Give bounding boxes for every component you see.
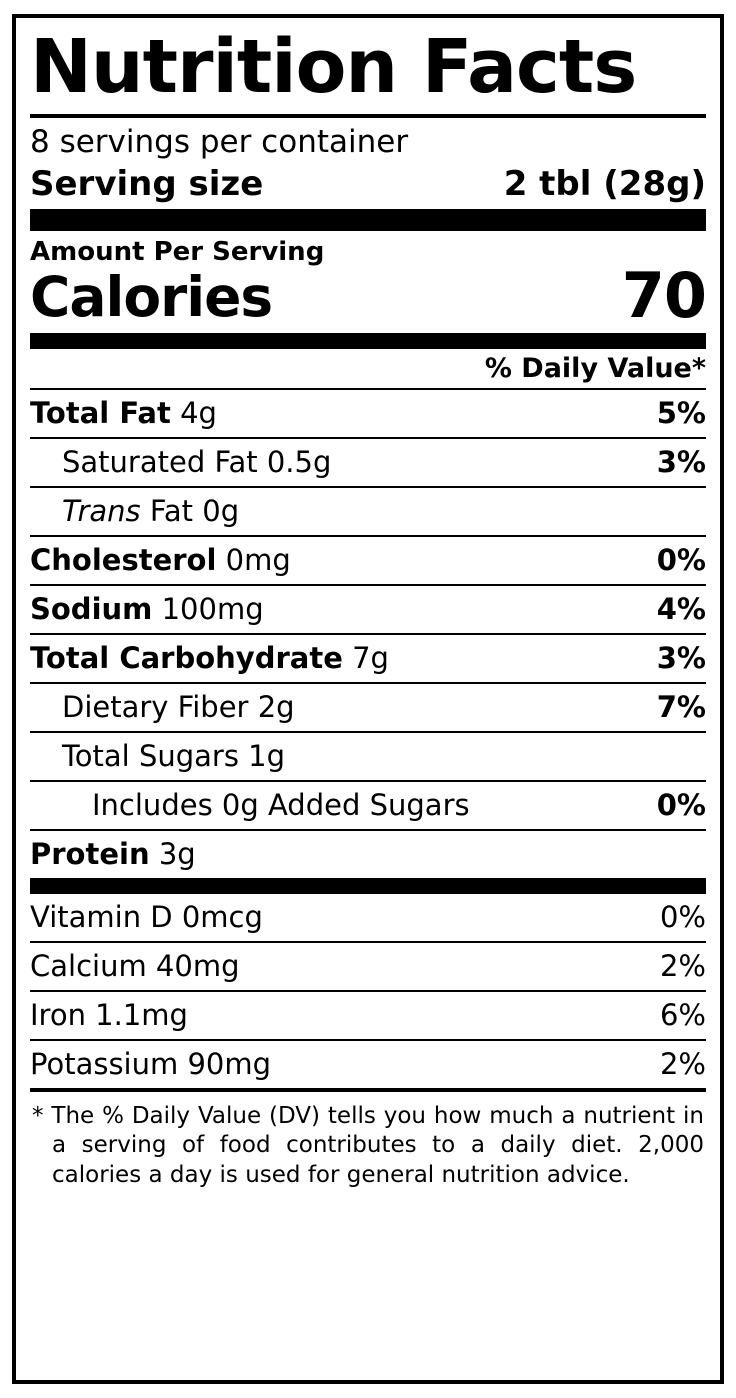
calories-value: 70: [621, 259, 706, 332]
vitamin-row-vitamin-d: [30, 894, 706, 941]
nutrient-row-sodium: [30, 586, 706, 633]
nutrient-row-added-sugars: [30, 782, 706, 829]
vitamin-dv: 0%: [659, 900, 706, 934]
nutrient-label: Saturated Fat 0.5g: [62, 445, 332, 479]
footnote-text: * The % Daily Value (DV) tells you how much a nutrient in a serving of food contributes to a daily diet. 2,000 calories a day is used for general nutrition advice.: [32, 1103, 704, 1188]
serving-size-row: [30, 165, 706, 209]
nutrient-row-dietary-fiber: [30, 684, 706, 731]
vitamin-row-potassium: [30, 1041, 706, 1088]
divider-thick-under-calories: [30, 333, 706, 349]
vitamin-dv: 2%: [659, 1047, 706, 1081]
amount-per-serving-label: Amount Per Serving: [30, 237, 325, 267]
vitamin-row-calcium: [30, 943, 706, 990]
nutrient-dv: 7%: [656, 690, 706, 724]
nutrient-dv: 4%: [656, 592, 706, 626]
divider-thick-under-protein: [30, 878, 706, 894]
nutrient-row-protein: [30, 831, 706, 878]
page-title: Nutrition Facts: [30, 24, 637, 110]
nutrient-label: Cholesterol 0mg: [30, 543, 291, 577]
vitamin-label: Potassium 90mg: [30, 1047, 272, 1081]
divider-thick-top: [30, 209, 706, 231]
nutrient-label: Sodium 100mg: [30, 592, 264, 626]
calories-label: Calories: [30, 265, 273, 330]
nutrient-row-cholesterol: [30, 537, 706, 584]
nutrient-row-total-sugars: [30, 733, 706, 780]
nutrient-label: Includes 0g Added Sugars: [92, 788, 470, 822]
vitamin-row-iron: [30, 992, 706, 1039]
nutrient-row-trans-fat: [30, 488, 706, 535]
nutrient-dv: 3%: [656, 445, 706, 479]
nutrient-label: Total Fat 4g: [30, 396, 217, 430]
serving-size-label: Serving size: [30, 164, 264, 204]
nutrient-row-total-fat: [30, 390, 706, 437]
nutrition-facts-label: [12, 14, 724, 1384]
vitamin-label: Vitamin D 0mcg: [30, 900, 263, 934]
nutrient-label: Total Sugars 1g: [62, 739, 286, 773]
nutrient-row-saturated-fat: [30, 439, 706, 486]
nutrient-dv: 0%: [656, 788, 706, 822]
daily-value-header: % Daily Value*: [484, 353, 706, 384]
nutrient-dv: 5%: [656, 396, 706, 430]
vitamin-dv: 6%: [659, 998, 706, 1032]
footnote: [30, 1092, 706, 1190]
nutrient-label: Trans Fat 0g: [62, 494, 240, 528]
nutrient-dv: 3%: [656, 641, 706, 675]
nutrient-label: Dietary Fiber 2g: [62, 690, 295, 724]
nutrient-label: Total Carbohydrate 7g: [30, 641, 389, 675]
vitamin-label: Calcium 40mg: [30, 949, 240, 983]
servings-per-container: 8 servings per container: [30, 124, 409, 160]
nutrient-label: Protein 3g: [30, 837, 196, 871]
calories-row: [30, 259, 706, 333]
nutrient-dv: 0%: [656, 543, 706, 577]
serving-size-value: 2 tbl (28g): [503, 164, 706, 204]
vitamin-label: Iron 1.1mg: [30, 998, 188, 1032]
nutrient-row-total-carbohydrate: [30, 635, 706, 682]
vitamin-dv: 2%: [659, 949, 706, 983]
